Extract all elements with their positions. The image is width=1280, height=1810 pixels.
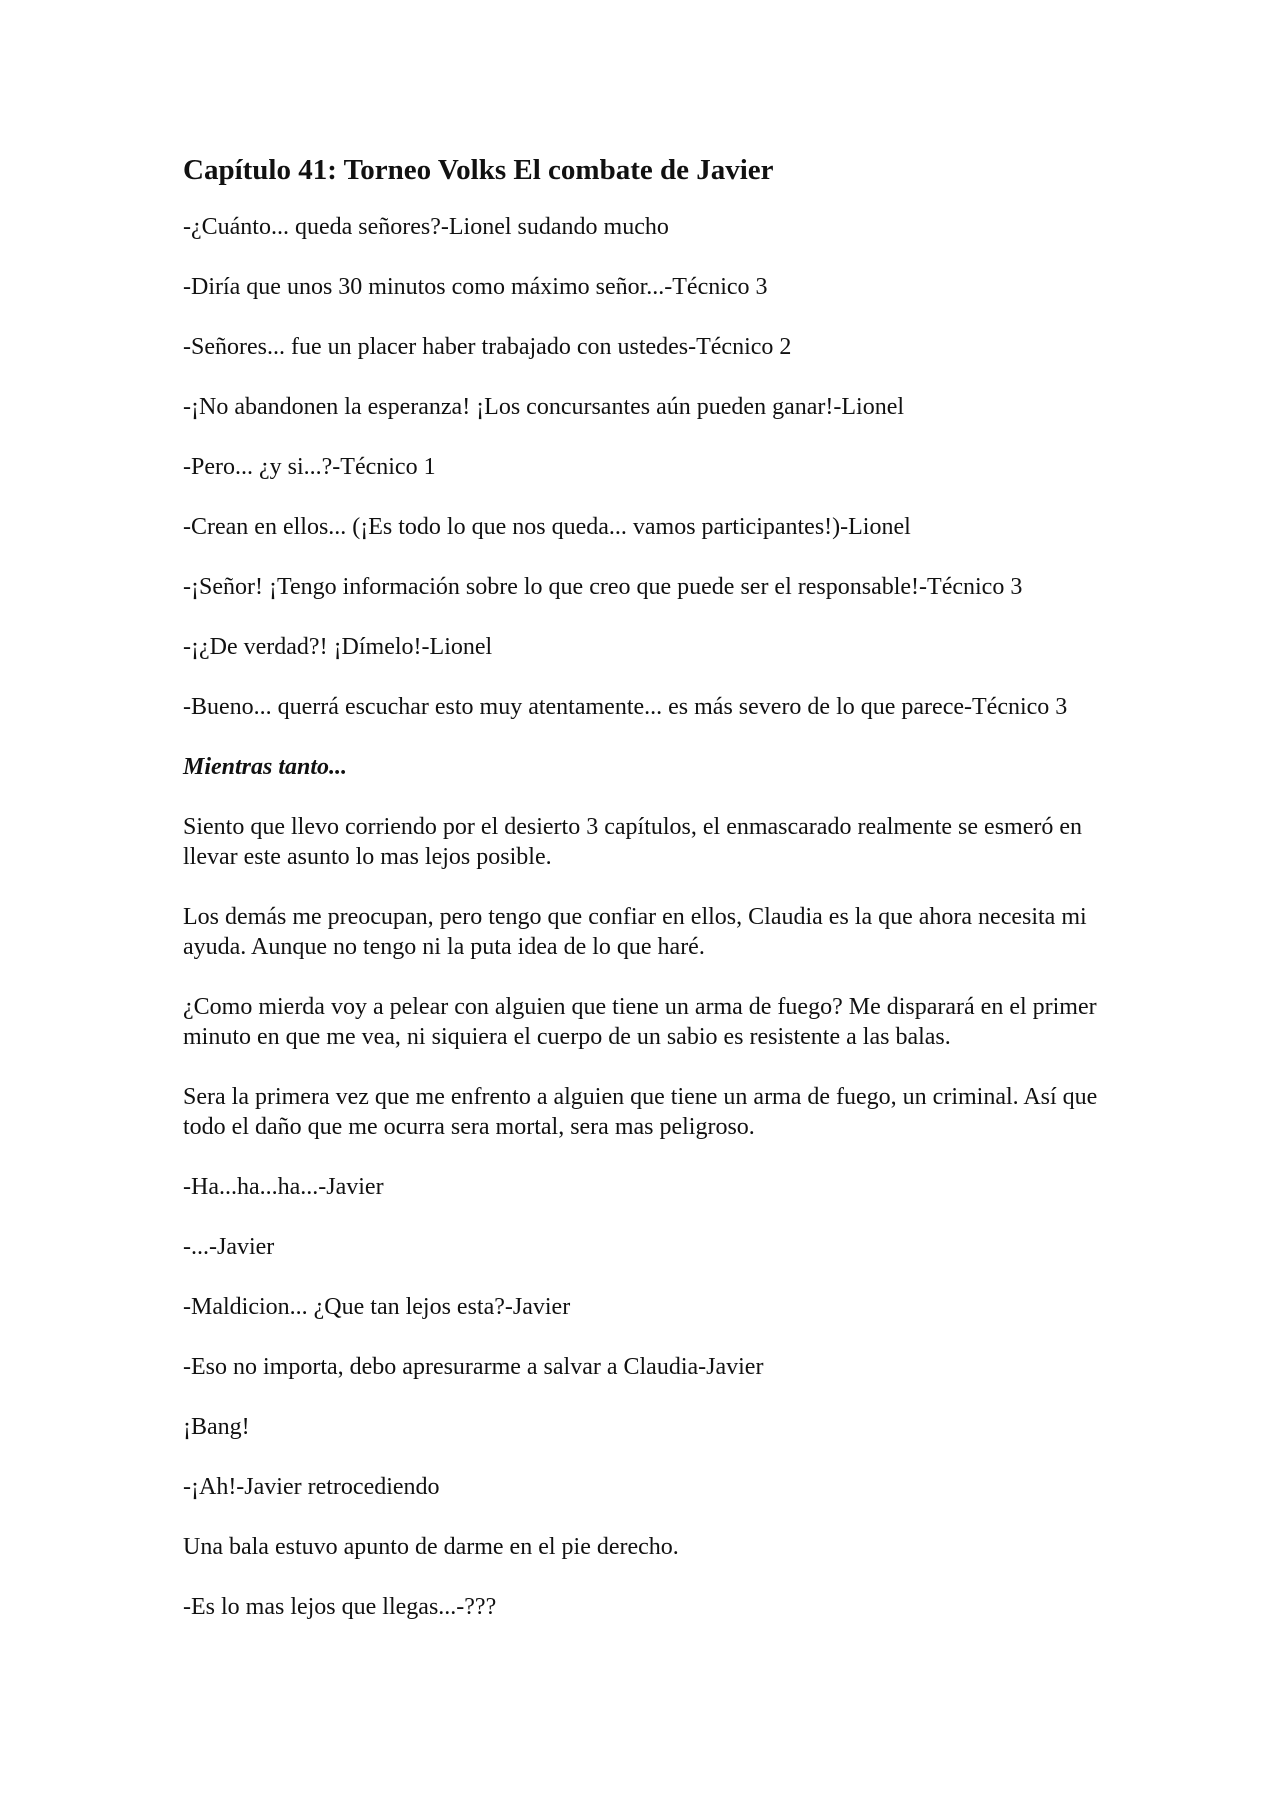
paragraph: -Ha...ha...ha...-Javier xyxy=(183,1174,384,1200)
scene-break-heading: Mientras tanto... xyxy=(183,754,348,780)
paragraph: ¡Bang! xyxy=(183,1414,250,1440)
paragraph: -Diría que unos 30 minutos como máximo señor...-Técnico 3 xyxy=(183,274,768,300)
paragraph: Siento que llevo corriendo por el desierto 3 capítulos, el enmascarado realmente se esmeró en llevar este asunto lo mas lejos posible. xyxy=(183,814,1083,870)
paragraph: Sera la primera vez que me enfrento a alguien que tiene un arma de fuego, un criminal. Así que todo el daño que me ocurra sera mortal, sera mas peligroso. xyxy=(183,1084,1098,1140)
paragraph: -¡No abandonen la esperanza! ¡Los concursantes aún pueden ganar!-Lionel xyxy=(183,394,905,420)
paragraph: -Bueno... querrá escuchar esto muy atentamente... es más severo de lo que parece-Técnico 3 xyxy=(183,694,1068,720)
paragraph: -Señores... fue un placer haber trabajado con ustedes-Técnico 2 xyxy=(183,334,792,360)
paragraph: ¿Como mierda voy a pelear con alguien que tiene un arma de fuego? Me disparará en el primer minuto en que me vea, ni siquiera el cuerpo de un sabio es resistente a las balas. xyxy=(183,994,1097,1050)
paragraph: -...-Javier xyxy=(183,1234,275,1260)
paragraph: -¡Ah!-Javier retrocediendo xyxy=(183,1474,440,1500)
paragraph: Una bala estuvo apunto de darme en el pie derecho. xyxy=(183,1534,679,1560)
paragraph: -Es lo mas lejos que llegas...-??? xyxy=(183,1594,497,1620)
paragraph: -Eso no importa, debo apresurarme a salvar a Claudia-Javier xyxy=(183,1354,764,1380)
paragraph: -Pero... ¿y si...?-Técnico 1 xyxy=(183,454,436,480)
paragraph: Los demás me preocupan, pero tengo que confiar en ellos, Claudia es la que ahora necesita mi ayuda. Aunque no tengo ni la puta idea de lo que haré. xyxy=(183,904,1087,960)
paragraph: -¡Señor! ¡Tengo información sobre lo que creo que puede ser el responsable!-Técnico 3 xyxy=(183,574,1023,600)
paragraph: -¿Cuánto... queda señores?-Lionel sudando mucho xyxy=(183,214,669,240)
chapter-title: Capítulo 41: Torneo Volks El combate de Javier xyxy=(183,154,774,186)
paragraph: -Crean en ellos... (¡Es todo lo que nos queda... vamos participantes!)-Lionel xyxy=(183,514,911,540)
paragraph: -¡¿De verdad?! ¡Dímelo!-Lionel xyxy=(183,634,493,660)
paragraph: -Maldicion... ¿Que tan lejos esta?-Javier xyxy=(183,1294,571,1320)
document-body xyxy=(183,150,1103,1652)
